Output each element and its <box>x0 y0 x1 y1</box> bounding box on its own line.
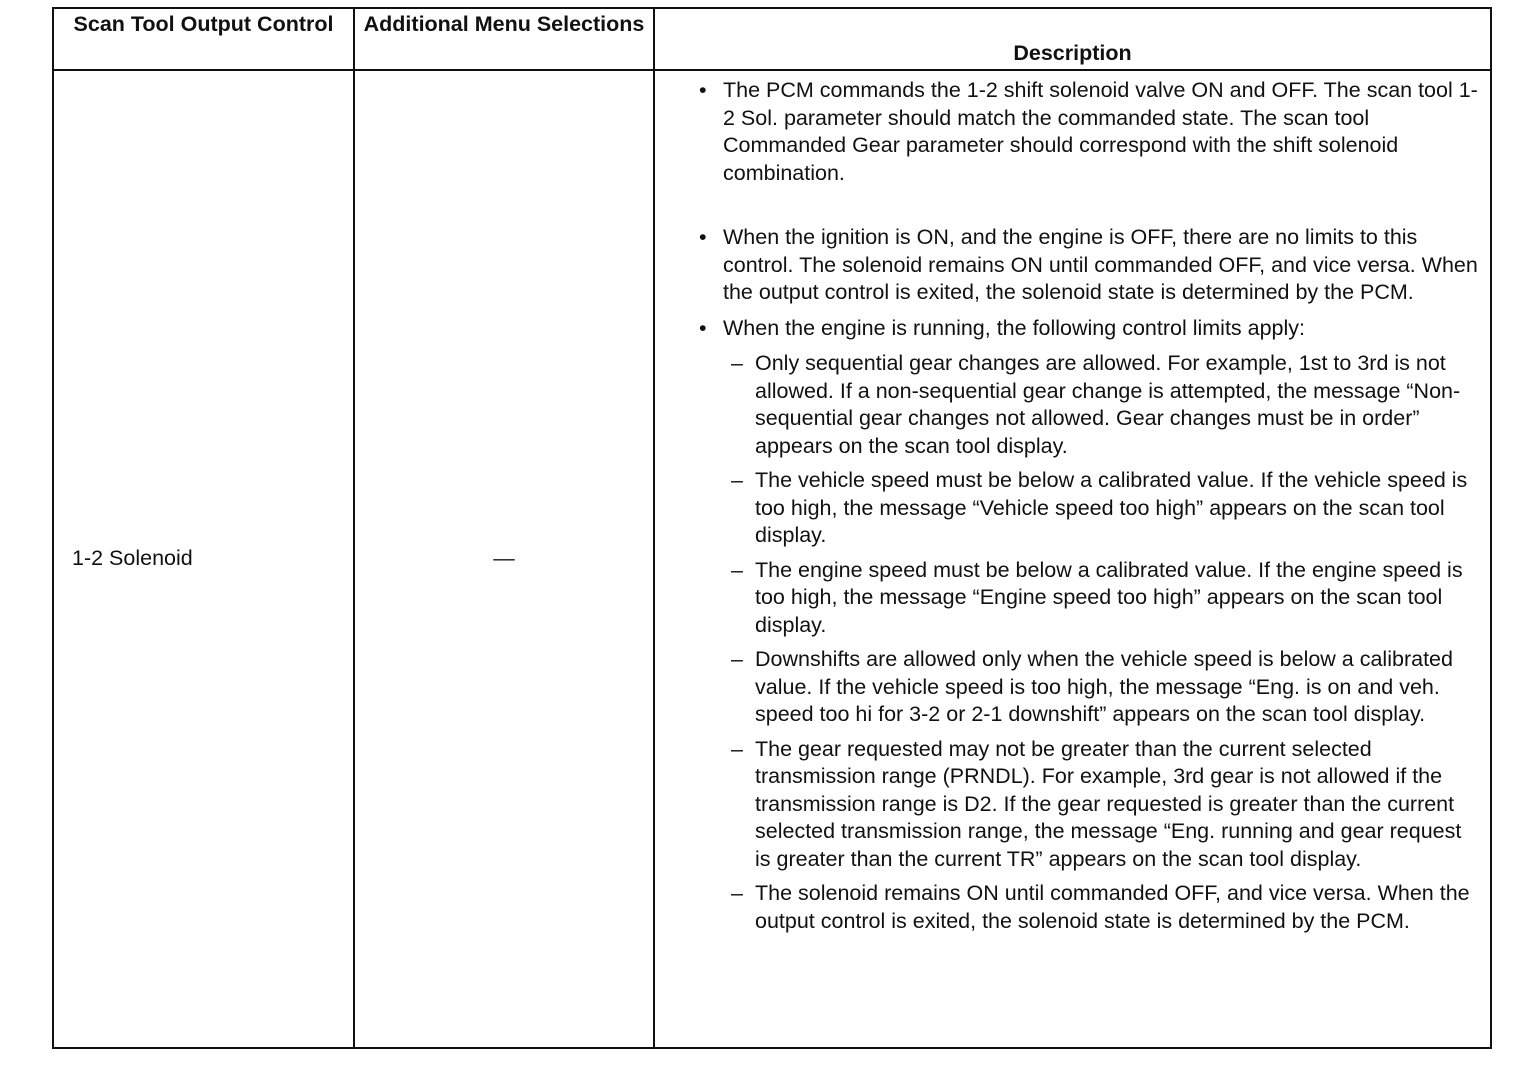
dash-marker: – <box>731 647 743 671</box>
limit-text: The solenoid remains ON until commanded OFF, and vice versa. When the output control is exited, the solenoid state is determined by the PCM. <box>755 881 1470 933</box>
bullet-item <box>699 77 1480 187</box>
bullet-item <box>699 315 1480 936</box>
limit-text: The engine speed must be below a calibrated value. If the engine speed is too high, the message “Engine speed too high” appears on the scan tool display. <box>755 557 1463 637</box>
dash-marker: – <box>731 557 743 582</box>
header-scan-tool-output-control: Scan Tool Output Control <box>53 8 354 70</box>
dash-marker: – <box>731 468 743 492</box>
limit-item <box>731 646 1480 729</box>
limit-item <box>731 880 1480 935</box>
dash-marker: – <box>731 351 743 375</box>
limit-text: The vehicle speed must be below a calibrated value. If the vehicle speed is too high, the message “Vehicle speed too high” appears on the scan tool display. <box>755 468 1468 547</box>
dash-marker: – <box>731 736 743 761</box>
bullet-marker: • <box>699 315 707 340</box>
bullet-marker: • <box>699 78 707 102</box>
limit-item <box>731 736 1480 874</box>
bullet-text: The PCM commands the 1-2 shift solenoid valve ON and OFF. The scan tool 1-2 Sol. parameter should match the commanded state. The scan tool Commanded Gear parameter should correspond with the shift solenoid combination. <box>723 78 1478 185</box>
limit-item <box>731 350 1480 460</box>
limit-item <box>731 467 1480 550</box>
header-row <box>53 8 1491 70</box>
header-additional-menu-selections: Additional Menu Selections <box>354 8 654 70</box>
table-row <box>53 70 1491 1048</box>
dash-marker: – <box>731 881 743 905</box>
bullet-item <box>699 224 1480 307</box>
limit-text: The gear requested may not be greater than the current selected transmission range (PRNDL). For example, 3rd gear is not allowed if the transmission range is D2. If the gear requested is greater than the current selected transmission range, the message “Eng. running and gear request is greater than the current TR” appears on the scan tool display. <box>755 736 1462 871</box>
bullet-text: When the ignition is ON, and the engine is OFF, there are no limits to this control. The solenoid remains ON until commanded OFF, and vice versa. When the output control is exited, the solenoid state is determined by the PCM. <box>723 225 1478 304</box>
header-description: Description <box>654 8 1491 70</box>
output-control-table <box>52 7 1492 1049</box>
bullet-marker: • <box>699 225 707 249</box>
control-name-cell: 1-2 Solenoid <box>53 70 354 1048</box>
limit-item <box>731 557 1480 640</box>
menu-selection-cell: — <box>354 70 654 1048</box>
bullet-text: When the engine is running, the following control limits apply: <box>723 315 1306 340</box>
limit-text: Only sequential gear changes are allowed. For example, 1st to 3rd is not allowed. If a non-sequential gear change is attempted, the message “Non-sequential gear changes not allowed. Gear changes must be in order” appears on the scan tool display. <box>755 351 1461 458</box>
limit-text: Downshifts are allowed only when the vehicle speed is below a calibrated value. If the vehicle speed is too high, the message “Eng. is on and veh. speed too hi for 3-2 or 2-1 downshift” appears on the scan tool display. <box>755 647 1453 726</box>
description-cell <box>654 70 1491 1048</box>
control-limits-list <box>723 350 1480 935</box>
description-bullet-list <box>699 77 1480 935</box>
